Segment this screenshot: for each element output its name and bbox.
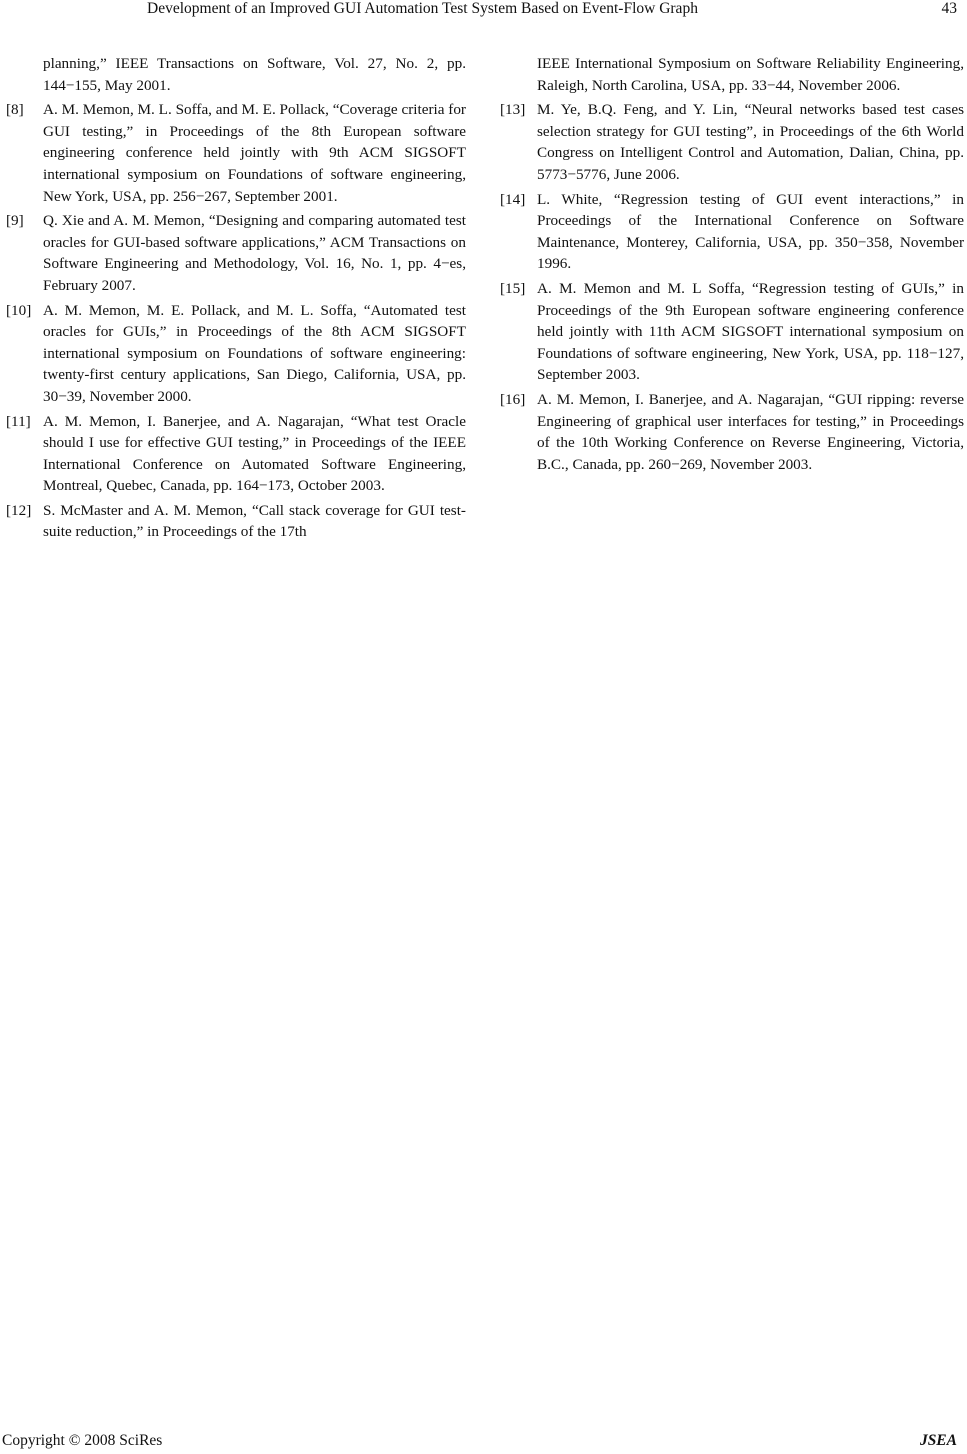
copyright-notice: Copyright © 2008 SciRes <box>2 1432 163 1449</box>
reference-continuation: IEEE International Symposium on Software Reliability Engineering, Raleigh, North Carolina, USA, pp. 33−44, November 2006. <box>537 55 964 94</box>
reference-item <box>500 99 964 185</box>
reference-text: A. M. Memon, M. E. Pollack, and M. L. Soffa, “Automated test oracles for GUIs,” in Proceedings of the 8th ACM SIGSOFT international symposium on Foundations of software engineering: twenty-first century applications, San Diego, California, USA, pp. 30−39, November 2000. <box>43 301 466 405</box>
reference-number: [9] <box>6 212 24 230</box>
reference-item <box>500 389 964 475</box>
reference-text: A. M. Memon and M. L Soffa, “Regression testing of GUIs,” in Proceedings of the 9th European software engineering conference held jointly with 11th ACM SIGSOFT international symposium on Foundations of software engineering, New York, USA, pp. 118−127, September 2003. <box>537 279 964 384</box>
page-footer <box>0 1428 967 1454</box>
reference-continuation: planning,” IEEE Transactions on Software, Vol. 27, No. 2, pp. 144−155, May 2001. <box>43 55 466 94</box>
reference-number: [10] <box>6 301 32 319</box>
reference-text: S. McMaster and A. M. Memon, “Call stack coverage for GUI test-suite reduction,” in Proceedings of the 17th <box>43 501 466 541</box>
reference-text: L. White, “Regression testing of GUI event interactions,” in Proceedings of the International Conference on Software Maintenance, Monterey, California, USA, pp. 350−358, November 1996. <box>537 190 964 273</box>
reference-number: [15] <box>500 279 526 297</box>
reference-item <box>6 99 466 207</box>
reference-item <box>6 300 466 408</box>
reference-number: [12] <box>6 501 32 519</box>
page-header <box>0 0 967 24</box>
reference-item <box>6 210 466 296</box>
running-title: Development of an Improved GUI Automation Test System Based on Event-Flow Graph <box>147 0 698 17</box>
reference-number: [8] <box>6 101 24 119</box>
reference-item <box>500 278 964 386</box>
reference-text: Q. Xie and A. M. Memon, “Designing and comparing automated test oracles for GUI-based software applications,” ACM Transactions on Software Engineering and Methodology, Vol. 16, No. 1, pp. 4−es, February 2007. <box>43 212 466 294</box>
reference-text: A. M. Memon, I. Banerjee, and A. Nagarajan, “What test Oracle should I use for effective GUI testing,” in Proceedings of the IEEE International Conference on Automated Software Engineering, Montreal, Quebec, Canada, pp. 164−173, October 2003. <box>43 412 466 495</box>
reference-item <box>6 411 466 497</box>
reference-text: A. M. Memon, I. Banerjee, and A. Nagarajan, “GUI ripping: reverse Engineering of graphical user interfaces for testing,” in Proceedings of the 10th Working Conference on Reverse Engineering, Victoria, B.C., Canada, pp. 260−269, November 2003. <box>537 390 964 473</box>
reference-number: [13] <box>500 101 526 119</box>
right-column <box>500 53 964 478</box>
journal-abbreviation: JSEA <box>919 1432 957 1449</box>
reference-number: [16] <box>500 390 526 408</box>
reference-item <box>500 189 964 275</box>
reference-number: [14] <box>500 190 526 208</box>
reference-number: [11] <box>6 412 31 430</box>
reference-item <box>6 500 466 543</box>
reference-text: A. M. Memon, M. L. Soffa, and M. E. Pollack, “Coverage criteria for GUI testing,” in Proceedings of the 8th European software engineering conference held jointly with 9th ACM SIGSOFT international symposium on Foundations of software engineering, New York, USA, pp. 256−267, September 2001. <box>43 101 466 205</box>
left-column <box>6 53 466 546</box>
reference-text: M. Ye, B.Q. Feng, and Y. Lin, “Neural networks based test cases selection strategy for GUI testing”, in Proceedings of the 6th World Congress on Intelligent Control and Automation, Dalian, China, pp. 5773−5776, June 2006. <box>537 101 964 183</box>
page-number: 43 <box>941 0 957 17</box>
